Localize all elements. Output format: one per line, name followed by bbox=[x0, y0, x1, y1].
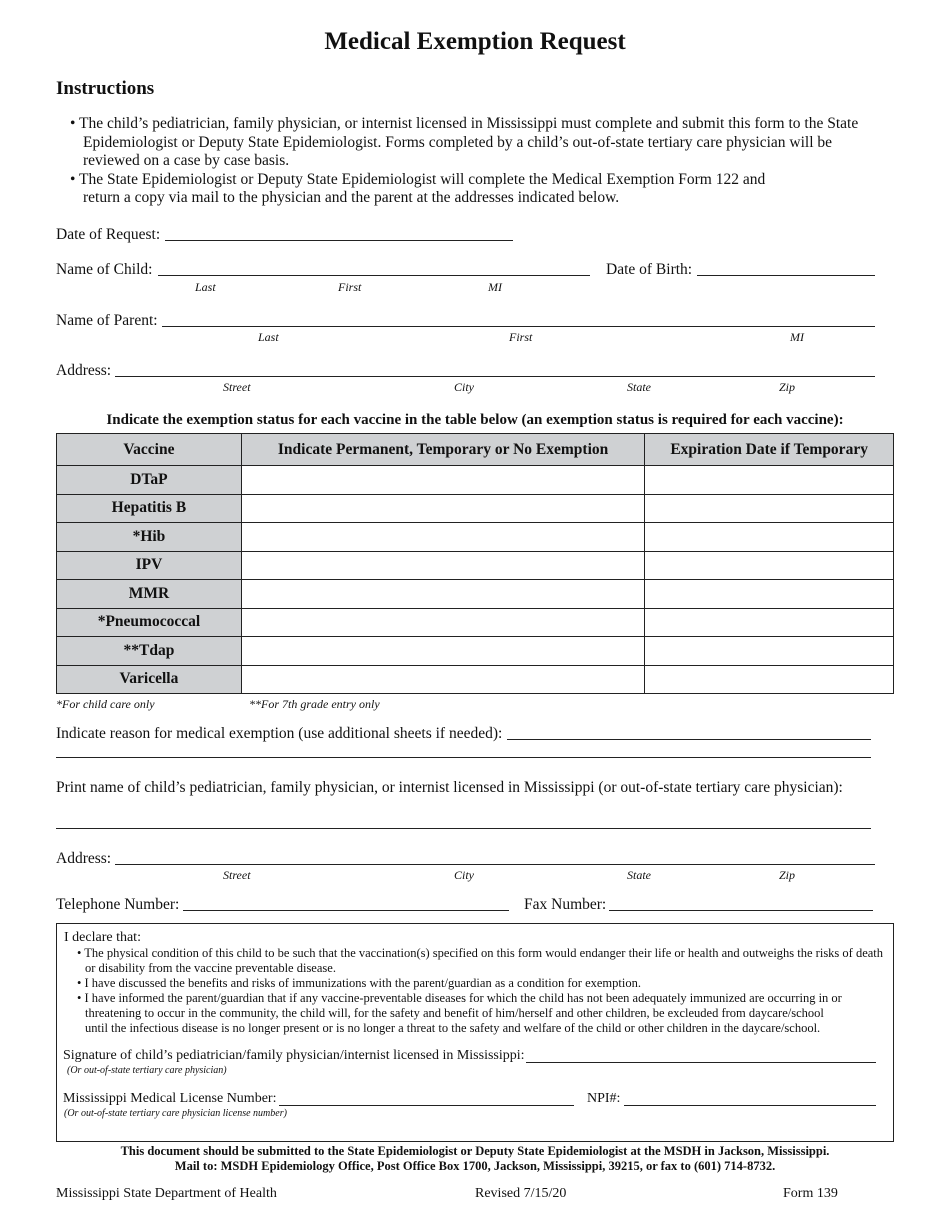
exemption-status-cell[interactable] bbox=[241, 551, 644, 580]
declaration-list bbox=[77, 946, 887, 1036]
parent-first-sublabel: First bbox=[509, 330, 533, 344]
reason-label: Indicate reason for medical exemption (use additional sheets if needed): bbox=[56, 725, 503, 742]
vaccine-name: Hepatitis B bbox=[57, 494, 242, 523]
child-mi-sublabel: MI bbox=[488, 280, 502, 294]
license-field[interactable] bbox=[279, 1105, 574, 1106]
vaccine-name: IPV bbox=[57, 551, 242, 580]
child-name-label: Name of Child: bbox=[56, 261, 153, 278]
zip-sublabel: Zip bbox=[779, 380, 796, 394]
instructions-list bbox=[70, 115, 870, 208]
signature-label: Signature of child’s pediatrician/family physician/internist licensed in Mississippi: bbox=[63, 1048, 525, 1063]
exemption-status-cell[interactable] bbox=[241, 466, 644, 495]
address-field[interactable] bbox=[115, 376, 875, 377]
city-sublabel: City bbox=[454, 380, 474, 394]
vaccine-name: Varicella bbox=[57, 665, 242, 694]
vaccine-name: *Hib bbox=[57, 523, 242, 552]
vaccine-name: DTaP bbox=[57, 466, 242, 495]
declaration-item: • I have discussed the benefits and risks of immunizations with the parent/guardian as a condition for exemption. bbox=[77, 976, 641, 990]
telephone-field[interactable] bbox=[183, 910, 509, 911]
date-of-request-field[interactable] bbox=[165, 240, 513, 241]
child-care-note: *For child care only bbox=[56, 697, 155, 711]
physician-zip-sublabel: Zip bbox=[779, 868, 796, 882]
mailing-instructions: Mail to: MSDH Epidemiology Office, Post Office Box 1700, Jackson, Mississippi, 39215, or fax to (601) 714-8732. bbox=[174, 1159, 776, 1173]
license-label: Mississippi Medical License Number: bbox=[63, 1091, 277, 1106]
exemption-status-cell[interactable] bbox=[241, 608, 644, 637]
footer-organization: Mississippi State Department of Health bbox=[56, 1186, 277, 1201]
reason-field[interactable] bbox=[507, 739, 871, 740]
footer-form-number: Form 139 bbox=[783, 1186, 838, 1201]
submission-instructions: This document should be submitted to the State Epidemiologist or Deputy State Epidemiologist at the MSDH in Jackson, Mississippi. bbox=[120, 1144, 830, 1158]
signature-field[interactable] bbox=[526, 1062, 876, 1063]
child-name-field[interactable] bbox=[158, 275, 590, 276]
vaccine-name: **Tdap bbox=[57, 637, 242, 666]
physician-state-sublabel: State bbox=[627, 868, 651, 882]
physician-street-sublabel: Street bbox=[223, 868, 251, 882]
table-header-row bbox=[57, 434, 894, 466]
declaration-item: • The physical condition of this child to be such that the vaccination(s) specified on this form would endanger their life or health and outweighs the risks of death or disability from the vaccine preventable disease. bbox=[77, 946, 884, 975]
license-note: (Or out-of-state tertiary care physician license number) bbox=[64, 1108, 287, 1119]
declaration-item: • I have informed the parent/guardian that if any vaccine-preventable diseases for which the child has not been adequately immunized are occurring in or threatening to occur in the community, the child will, for the safety and benefit of him/herself and other children, be excleuded from daycare/school until the infectious disease is no longer present or is no longer a threat to the safety and welfare of the child or other children in the daycare/school. bbox=[77, 991, 842, 1035]
expiration-date-cell[interactable] bbox=[645, 608, 894, 637]
expiration-date-cell[interactable] bbox=[645, 637, 894, 666]
parent-last-sublabel: Last bbox=[258, 330, 279, 344]
expiration-date-cell[interactable] bbox=[645, 466, 894, 495]
vaccine-table bbox=[56, 433, 894, 694]
instruction-item: • The child’s pediatrician, family physician, or internist licensed in Mississippi must complete and submit this form to the State Epidemiologist or Deputy State Epidemiologist. Forms completed by a child’s out-of-state tertiary care physician will be reviewed on a case by case basis. bbox=[70, 115, 859, 169]
table-row bbox=[57, 580, 894, 609]
vaccine-column-header: Vaccine bbox=[57, 434, 242, 466]
npi-field[interactable] bbox=[624, 1105, 876, 1106]
date-of-birth-field[interactable] bbox=[697, 275, 875, 276]
parent-mi-sublabel: MI bbox=[790, 330, 804, 344]
date-of-birth-label: Date of Birth: bbox=[606, 261, 693, 278]
exemption-status-cell[interactable] bbox=[241, 665, 644, 694]
signature-note: (Or out-of-state tertiary care physician) bbox=[67, 1065, 227, 1076]
declaration-title: I declare that: bbox=[64, 930, 141, 945]
exemption-status-cell[interactable] bbox=[241, 580, 644, 609]
seventh-grade-note: **For 7th grade entry only bbox=[249, 697, 380, 711]
expiration-date-cell[interactable] bbox=[645, 523, 894, 552]
parent-name-label: Name of Parent: bbox=[56, 312, 158, 329]
table-row bbox=[57, 523, 894, 552]
physician-address-label: Address: bbox=[56, 850, 112, 867]
expiration-column-header: Expiration Date if Temporary bbox=[645, 434, 894, 466]
child-first-sublabel: First bbox=[338, 280, 362, 294]
table-row bbox=[57, 608, 894, 637]
footer-revised: Revised 7/15/20 bbox=[475, 1186, 567, 1201]
physician-address-field[interactable] bbox=[115, 864, 875, 865]
instruction-item: • The State Epidemiologist or Deputy State Epidemiologist will complete the Medical Exemption Form 122 and return a copy via mail to the physician and the parent at the addresses indicated below. bbox=[70, 170, 766, 206]
npi-label: NPI#: bbox=[587, 1091, 621, 1106]
physician-city-sublabel: City bbox=[454, 868, 474, 882]
vaccine-name: MMR bbox=[57, 580, 242, 609]
page-title: Medical Exemption Request bbox=[324, 28, 626, 55]
exemption-column-header: Indicate Permanent, Temporary or No Exemption bbox=[241, 434, 644, 466]
parent-name-field[interactable] bbox=[162, 326, 875, 327]
exemption-status-cell[interactable] bbox=[241, 637, 644, 666]
physician-name-label: Print name of child’s pediatrician, family physician, or internist licensed in Mississippi (or out-of-state tertiary care physician): bbox=[56, 779, 843, 796]
street-sublabel: Street bbox=[223, 380, 251, 394]
expiration-date-cell[interactable] bbox=[645, 580, 894, 609]
expiration-date-cell[interactable] bbox=[645, 665, 894, 694]
table-row bbox=[57, 637, 894, 666]
physician-name-field[interactable] bbox=[56, 828, 871, 829]
declaration-box bbox=[56, 923, 894, 1142]
date-of-request-label: Date of Request: bbox=[56, 226, 161, 243]
table-instruction: Indicate the exemption status for each vaccine in the table below (an exemption status is required for each vaccine): bbox=[106, 412, 844, 428]
table-row bbox=[57, 466, 894, 495]
fax-label: Fax Number: bbox=[524, 896, 607, 913]
state-sublabel: State bbox=[627, 380, 651, 394]
exemption-status-cell[interactable] bbox=[241, 523, 644, 552]
table-row bbox=[57, 665, 894, 694]
table-row bbox=[57, 551, 894, 580]
vaccine-name: *Pneumococcal bbox=[57, 608, 242, 637]
instructions-heading: Instructions bbox=[56, 78, 155, 99]
table-row bbox=[57, 494, 894, 523]
expiration-date-cell[interactable] bbox=[645, 494, 894, 523]
telephone-label: Telephone Number: bbox=[56, 896, 180, 913]
address-label: Address: bbox=[56, 362, 112, 379]
fax-field[interactable] bbox=[609, 910, 873, 911]
child-last-sublabel: Last bbox=[195, 280, 216, 294]
exemption-status-cell[interactable] bbox=[241, 494, 644, 523]
reason-field-continued[interactable] bbox=[56, 757, 871, 758]
expiration-date-cell[interactable] bbox=[645, 551, 894, 580]
